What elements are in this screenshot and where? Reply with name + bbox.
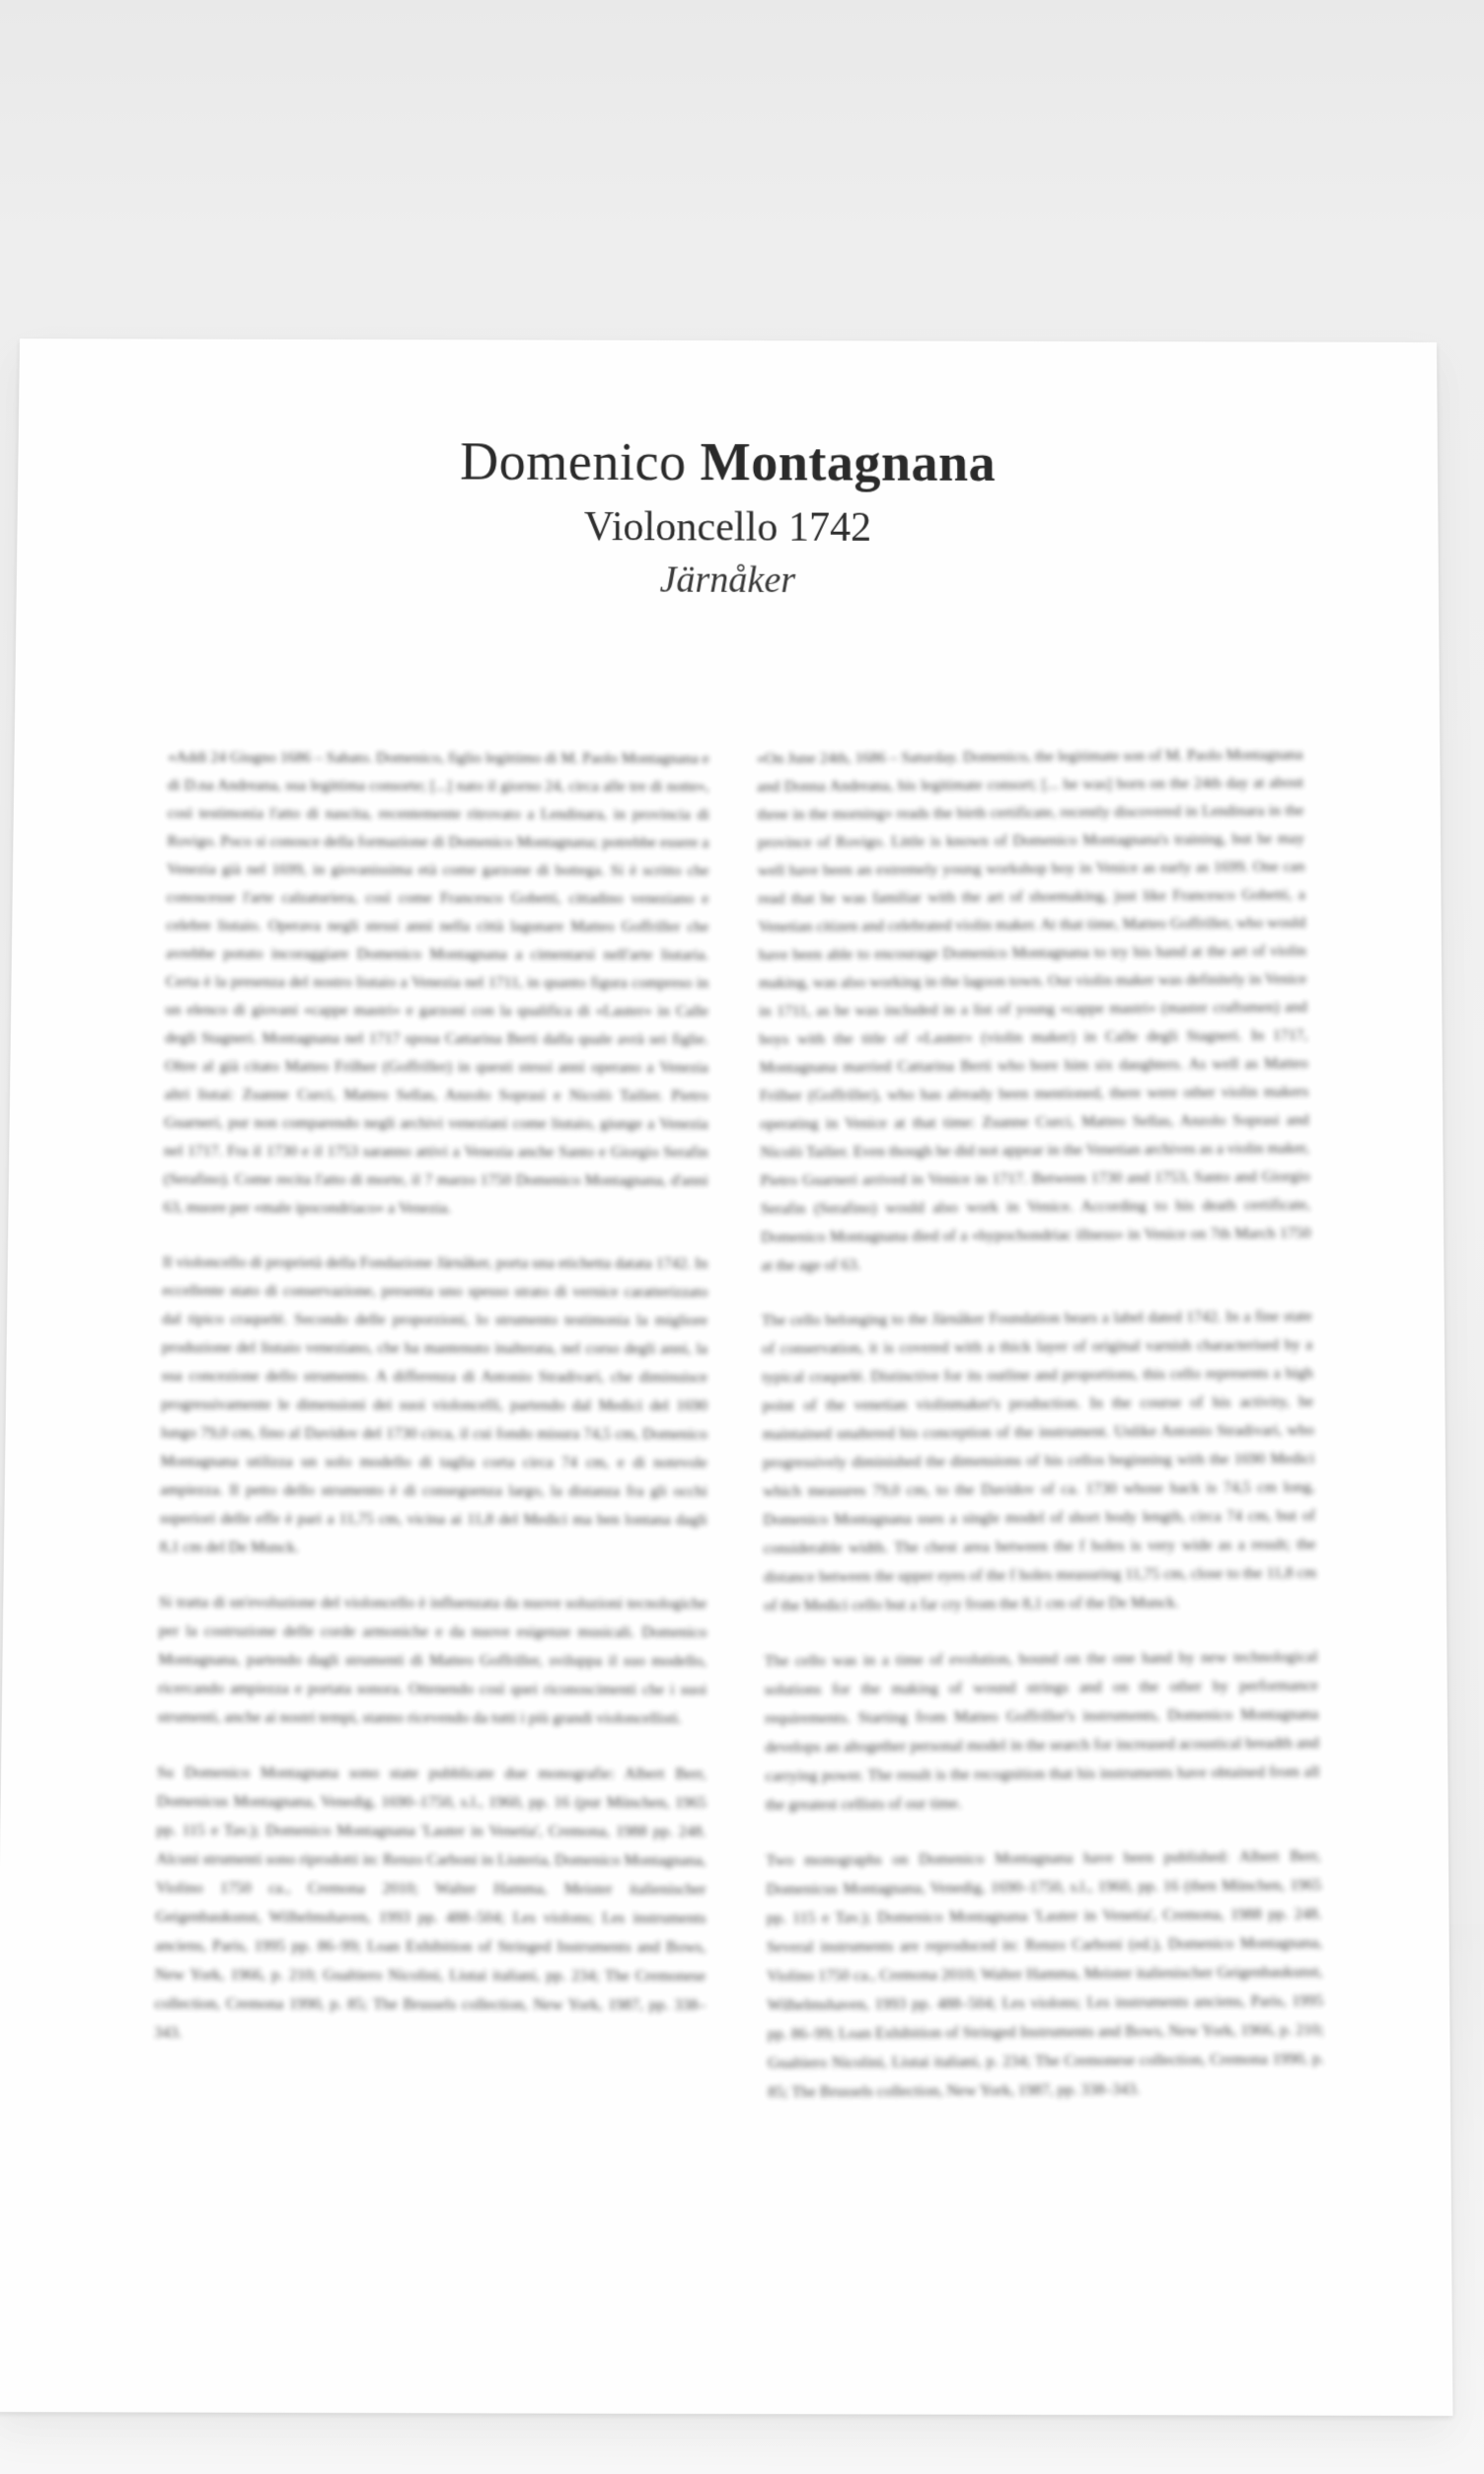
italian-paragraph: Su Domenico Montagnana sono state pubblicate due monografie: Albert Berr, Domenicus Montagnana, Venedig, 1690–1750, s.l., 1960, pp. 16 (pur München, 1965 pp. 115 e Tav.); Domenico Montagnana 'Lauter in Venetia', Cremona, 1988 pp. 248. Alcuni strumenti sono riprodotti in: Renzo Carboni in Liuteria, Domenico Montagnana, Violino 1750 ca., Cremona 2010; Walter Hamma, Meister italienischer Geigenbaukunst, Wilhelmshaven, 1993 pp. 488–504; Les violons; Les instruments anciens, Paris, 1995 pp. 86–99; Loan Exhibition of Stringed Instruments and Bows, New York, 1966, p. 210; Gualtiero Nicolini, Liutai italiani, pp. 234; The Cremonese collection, Cremona 1990, p. 85; The Brussels collection, New York, 1987, pp. 338–343. [154,1763,706,2042]
english-paragraph: The cello belonging to the Järnåker Foundation bears a label dated 1742. In a fine state of conservation, it is covered with a thick layer of original varnish characterised by a typical craquelé. Distinctive for its outline and proportions, this cello represents a high point of the venetian violinmaker's production. In the course of his activity, he maintained unaltered his conception of the instrument. Unlike Antonio Stradivari, who progressively diminished the dimensions of his cellos beginning with the 1690 Medici which measures 79,0 cm, to the Davidov of ca. 1730 whose back is 74,5 cm long, Domenico Montagnana uses a single model of short body length, circa 74 cm, but of considerable width. The chest area between the f holes is very wide as a result; the distance between the upper eyes of the f holes measuring 11,75 cm, close to the 11,8 cm of the Medici cello but a far cry from the 8,1 cm of the De Munck. [761,1307,1317,1615]
document-title [18,429,1438,494]
document-sheet [0,338,1452,2416]
italian-paragraph: Si tratta di un'evoluzione del violoncello è influenzata da nuove soluzioni tecnologiche per la costruzione delle corde armoniche e da nuove esigenze musicali. Domenico Montagnana, partendo dagli strumenti di Matteo Goffriller, sviluppa il suo modello, ricercando ampiezza e portata sonora. Ottenendo così quei riconoscimenti che i suoi strumenti, anche ai nostri tempi, stanno ricevendo da tutti i più grandi violoncellisti. [157,1593,707,1728]
english-paragraph: The cello was in a time of evolution, bound on the one hand by new technological solutions for the making of wound strings and on the other by performance requirements. Starting from Matteo Goffriller's instruments, Domenico Montagnana develops an altogether personal model in the search for increased acoustical breadth and carrying power. The result is the recognition that his instruments have obtained from all the greatest cellists of our time. [764,1647,1320,1814]
italian-text-column [154,744,709,2076]
italian-paragraph: Il violoncello di proprietà della Fondazione Järnåker, porta una etichetta datata 1742. In eccellente stato di conservazione, presenta uno spesso strato di vernice caratterizzato dal tipico craquelé. Secondo delle proporzioni, lo strumento testimonia la migliore produzione del liutaio veneziano, che ha mantenuto inalterata, nel corso degli anni, la sua concezione dello strumento. A differenza di Antonio Stradivari, che diminuisce progressivamente le dimensioni dei suoi violoncelli, partendo dal Medici del 1690 lungo 79,0 cm, fino al Davidov del 1730 circa, il cui fondo misura 74,5 cm, Domenico Montagnana utilizza un solo modello di taglia corta circa 74 cm, e di notevole ampiezza. Il petto dello strumento è di conseguenza largo, la distanza fra gli occhi superiori delle effe è pari a 11,75 cm, vicina ai 11,8 del Medici ma ben lontana dagli 8,1 cm del De Munck. [159,1253,708,1556]
english-paragraph: Two monographs on Domenico Montagnana have been published: Albert Berr, Domenicus Montagnana, Venedig, 1690–1750, s.l., 1960, pp. 16 (then München, 1965 pp. 115 e Tav.); Domenico Montagnana 'Lauter in Venetia', Cremona, 1988 pp. 248. Several instruments are reproduced in: Renzo Carboni (ed.), Domenico Montagnana, Violino 1750 ca., Cremona 2010; Walter Hamma, Meister italienischer Geigenbaukunst, Wilhelmshaven, 1993 pp. 488–504; Les violons; Les instruments anciens, Paris, 1995 pp. 86–99; Loan Exhibition of Stringed Instruments and Bows, New York, 1966, p. 210; Gualtiero Nicolini, Liutai italiani, p. 234; The Cremonese collection, Cremona 1990, p. 85; The Brussels collection, New York, 1987, pp. 338–343. [766,1847,1325,2102]
document-subtitle: Violoncello 1742 [583,503,872,551]
title-last-name: Montagnana [700,431,997,492]
english-paragraph: «On June 24th, 1686 – Saturday. Domenico, the legitimate son of M. Paolo Montagnana and Donna Andreana, his legitimate consort; [... he was] born on the 24th day at about three in the morning» reads the birth certificate, recently discovered in Lendinara in the province of Rovigo. Little is known of Domenico Montagnana's training, but he may well have been an extremely young workshop boy in Venice as early as 1699. One can read that he was familiar with the art of shoemaking, just like Francesco Gobetti, a Venetian citizen and celebrated violin maker. At that time, Matteo Goffriller, who would have been able to encourage Domenico Montagnana to try his hand at the art of violin making, was also working in the lagoon town. Our violin maker was definitely in Venice in 1711, as he was included in a list of young «cappe mastri» (master craftsmen) and boys with the title of «Lauter» (violin maker) in Calle degli Stagneri. In 1717, Montagnana married Cattarina Berti who bore him six daughters. As well as Matteo Frilher (Goffriller), who has already been mentioned, there were other violin makers operating in Venice at that time: Zuanne Curci, Matteo Sellas, Anzolo Soprasi and Nicolò Tailier. Even though he did not appear in the Venetian archives as a violin maker, Pietro Guarneri arrived in Venice in 1717. Between 1730 and 1753, Santo and Giorgio Serafin (Serafino) would also work in Venice. According to his death certificate, Domenico Montagnana died of a «hypochondriac illness» in Venice on 7th March 1750 at the age of 63. [757,745,1311,1275]
italian-paragraph: «Addì 24 Giugno 1686 – Sabato. Domenico, figlio legittimo di M. Paolo Montagnana e di D.na Andreana, sua legittima consorte; [...] nato il giorno 24, circa alle tre di notte», così testimonia l'atto di nascita, recentemente ritrovato a Lendinara, in provincia di Rovigo. Poco si conosce della formazione di Domenico Montagnana; potrebbe essere a Venezia già nel 1699, in giovanissima età come garzone di bottega. Si è scritto che conoscesse l'arte calzaturiera, così come Francesco Gobetti, cittadino veneziano e celebre liutaio. Operava negli stessi anni nella città lagunare Matteo Goffriller che avrebbe potuto incoraggiare Domenico Montagnana a cimentarsi nell'arte liutaria. Certa è la presenza del nostro liutaio a Venezia nel 1711, in quanto figura compreso in un elenco di giovani «cappe mastri» e garzoni con la qualifica di «Lauter» in Calle degli Stagneri. Montagnana nel 1717 sposa Cattarina Berti dalla quale avrà sei figlie. Oltre al già citato Matteo Frilher (Goffriller) in questi stessi anni operano a Venezia altri liutai: Zuanne Curci, Matteo Sellas, Anzolo Soprasi e Nicolò Tailier. Pietro Guarneri, pur non comparendo negli archivi veneziani come liutaio, giunge a Venezia nel 1717. Fra il 1730 e il 1753 saranno attivi a Venezia anche Santo e Giorgio Serafin (Serafino). Come recita l'atto di morte, il 7 marzo 1750 Domenico Montagnana, d'anni 63, muore per «male ipocondriaco» a Venezia. [163,748,709,1218]
instrument-name: Järnåker [659,559,796,602]
english-text-column [757,741,1325,2135]
title-first-name: Domenico [459,431,687,492]
